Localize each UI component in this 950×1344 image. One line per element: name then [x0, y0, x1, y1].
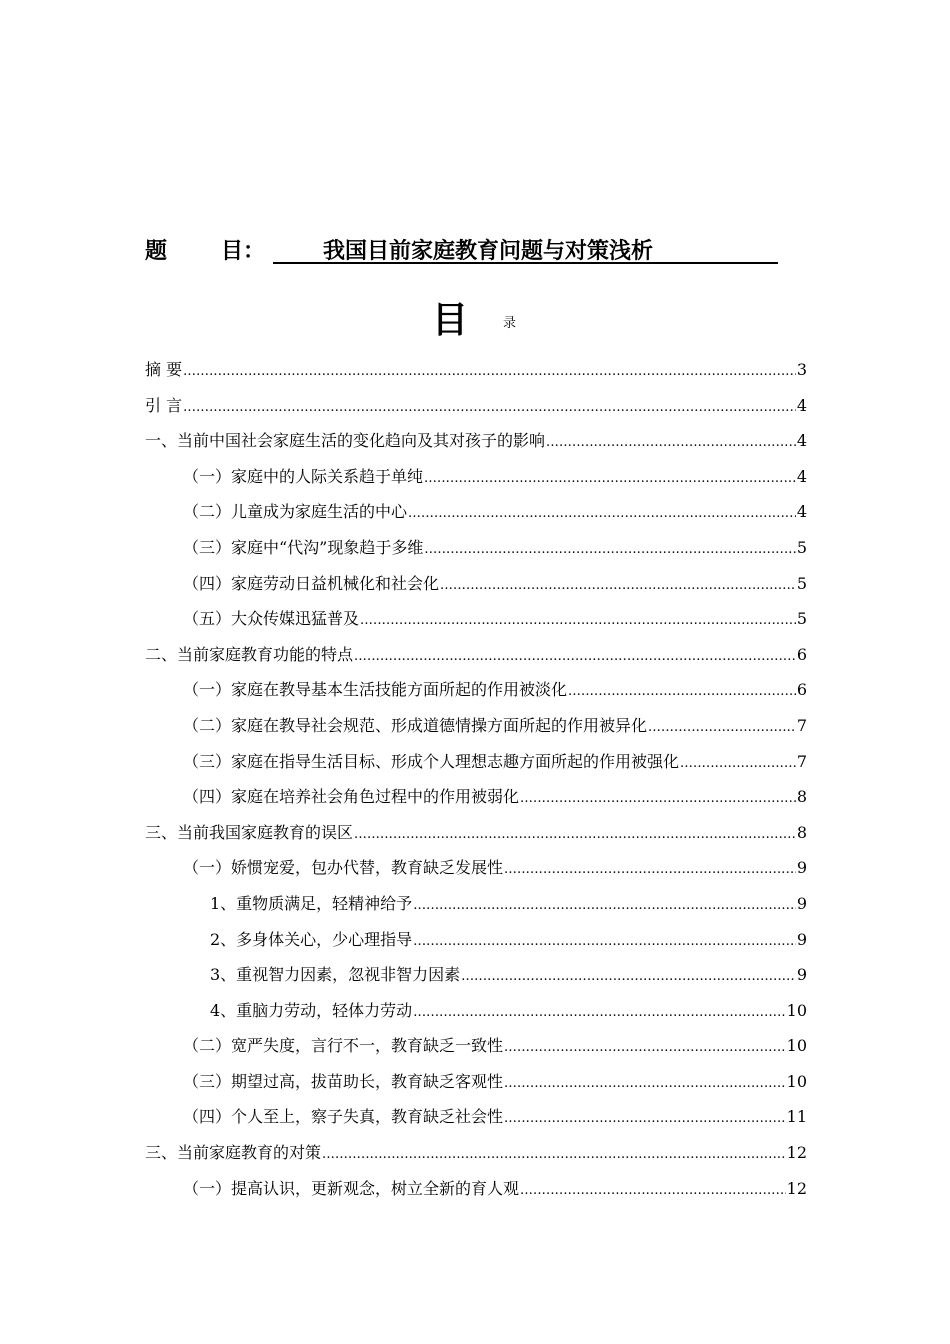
toc-leader-dots — [680, 749, 796, 777]
toc-page-number: 4 — [796, 431, 807, 451]
toc-entry[interactable] — [145, 535, 807, 571]
toc-entry[interactable] — [145, 571, 807, 607]
toc-entry[interactable] — [145, 428, 807, 464]
toc-entry-label: 三、当前家庭教育的对策 — [145, 1143, 322, 1163]
toc-leader-dots — [424, 535, 795, 563]
toc-entry[interactable] — [145, 499, 807, 535]
toc-page-number: 10 — [786, 1000, 807, 1020]
toc-leader-dots — [504, 1104, 786, 1132]
toc-leader-dots — [546, 428, 796, 456]
toc-entry-label: （一）家庭在教导基本生活技能方面所起的作用被淡化 — [183, 680, 568, 700]
toc-page-number: 4 — [796, 502, 807, 522]
toc-entry-label: 一、当前中国社会家庭生活的变化趋向及其对孩子的影响 — [145, 431, 546, 451]
toc-leader-dots — [322, 1140, 786, 1168]
toc-entry-label: （一）娇惯宠爱，包办代替，教育缺乏发展性 — [183, 858, 504, 878]
toc-entry[interactable] — [145, 927, 807, 963]
toc-heading-char-2: 录 — [503, 316, 517, 331]
toc-entry-label: （一）提高认识，更新观念，树立全新的育人观 — [183, 1178, 520, 1198]
toc-entry-label: （二）家庭在教导社会规范、形成道德情操方面所起的作用被异化 — [183, 715, 648, 735]
toc-heading-char-1: 目 — [432, 300, 469, 341]
toc-page-number: 6 — [796, 680, 807, 700]
toc-entry[interactable] — [145, 1069, 807, 1105]
toc-page-number: 8 — [796, 787, 807, 807]
toc-entry-label: （三）期望过高，拔苗助长，教育缺乏客观性 — [183, 1071, 504, 1091]
toc-entry-label: 3、重视智力因素，忽视非智力因素 — [210, 965, 461, 985]
toc-entry[interactable] — [145, 642, 807, 678]
toc-entry[interactable] — [145, 357, 807, 393]
toc-entry-label: 引 言 — [145, 395, 183, 415]
toc-page-number: 6 — [796, 644, 807, 664]
toc-page-number: 5 — [796, 537, 807, 557]
toc-leader-dots — [354, 642, 796, 670]
toc-leader-dots — [440, 571, 796, 599]
toc-page-number: 7 — [796, 751, 807, 771]
toc-entry[interactable] — [145, 1140, 807, 1176]
toc-leader-dots — [568, 677, 796, 705]
toc-entry[interactable] — [145, 677, 807, 713]
toc-entry[interactable] — [145, 998, 807, 1034]
toc-entry[interactable] — [145, 891, 807, 927]
toc-page-number: 3 — [796, 360, 807, 379]
toc-entry-label: （二）宽严失度，言行不一，教育缺乏一致性 — [183, 1036, 504, 1056]
toc-entry-label: 2、多身体关心，少心理指导 — [210, 929, 413, 949]
toc-entry-label: （四）个人至上，察子失真，教育缺乏社会性 — [183, 1107, 504, 1127]
toc-page-number: 10 — [786, 1036, 807, 1056]
toc-entry-label: 1、重物质满足，轻精神给予 — [210, 893, 413, 913]
title-label-char-1: 题 — [145, 239, 168, 264]
title-underline — [273, 230, 778, 264]
toc-page-number: 4 — [796, 395, 807, 415]
toc-leader-dots — [504, 855, 796, 883]
toc-entry[interactable] — [145, 855, 807, 891]
title-label-char-2: 目： — [221, 239, 266, 264]
toc-leader-dots — [520, 1176, 786, 1204]
toc-page-number: 10 — [786, 1071, 807, 1091]
toc-entry[interactable] — [145, 713, 807, 749]
title-line — [145, 230, 778, 266]
toc-entry-label: （四）家庭劳动日益机械化和社会化 — [183, 573, 440, 593]
toc-page-number: 9 — [796, 965, 807, 985]
toc-entry-label: （一）家庭中的人际关系趋于单纯 — [183, 466, 424, 486]
toc-leader-dots — [520, 784, 796, 812]
toc-page-number: 12 — [786, 1178, 807, 1198]
toc-leader-dots — [183, 357, 796, 385]
toc-page-number: 5 — [796, 609, 807, 629]
toc-leader-dots — [408, 499, 796, 527]
toc-entry[interactable] — [145, 820, 807, 856]
toc-page-number: 4 — [796, 466, 807, 486]
toc-entry-label: （三）家庭在指导生活目标、形成个人理想志趣方面所起的作用被强化 — [183, 751, 680, 771]
toc-leader-dots — [504, 1069, 786, 1097]
toc-page-number: 12 — [786, 1143, 807, 1163]
toc-entry[interactable] — [145, 606, 807, 642]
toc-entry-label: （二）儿童成为家庭生活的中心 — [183, 502, 408, 522]
toc-leader-dots — [413, 998, 785, 1026]
toc-entry[interactable] — [145, 1033, 807, 1069]
toc-entry[interactable] — [145, 393, 807, 429]
toc-heading — [0, 292, 950, 342]
toc-leader-dots — [360, 606, 796, 634]
toc-leader-dots — [648, 713, 796, 741]
table-of-contents — [145, 357, 807, 1211]
toc-page-number: 5 — [796, 573, 807, 593]
thesis-title: 我国目前家庭教育问题与对策浅析 — [323, 239, 654, 264]
toc-entry[interactable] — [145, 784, 807, 820]
toc-page-number: 11 — [786, 1107, 807, 1127]
toc-entry[interactable] — [145, 1104, 807, 1140]
toc-entry-label: 摘 要 — [145, 360, 183, 379]
toc-entry[interactable] — [145, 962, 807, 998]
toc-leader-dots — [413, 927, 796, 955]
toc-entry-label: 4、重脑力劳动，轻体力劳动 — [210, 1000, 413, 1020]
toc-page-number: 9 — [796, 858, 807, 878]
toc-entry-label: 二、当前家庭教育功能的特点 — [145, 644, 354, 664]
toc-page-number: 8 — [796, 822, 807, 842]
toc-page-number: 9 — [796, 929, 807, 949]
toc-leader-dots — [354, 820, 796, 848]
toc-entry-label: 三、当前我国家庭教育的误区 — [145, 822, 354, 842]
toc-entry[interactable] — [145, 1176, 807, 1212]
toc-leader-dots — [413, 891, 796, 919]
toc-page-number: 9 — [796, 893, 807, 913]
toc-entry-label: （三）家庭中“代沟”现象趋于多维 — [183, 537, 424, 557]
toc-entry[interactable] — [145, 464, 807, 500]
toc-entry[interactable] — [145, 749, 807, 785]
toc-page-number: 7 — [796, 715, 807, 735]
toc-leader-dots — [504, 1033, 786, 1061]
toc-leader-dots — [424, 464, 796, 492]
toc-leader-dots — [461, 962, 796, 990]
toc-entry-label: （四）家庭在培养社会角色过程中的作用被弱化 — [183, 787, 520, 807]
toc-leader-dots — [183, 393, 796, 421]
toc-entry-label: （五）大众传媒迅猛普及 — [183, 609, 360, 629]
